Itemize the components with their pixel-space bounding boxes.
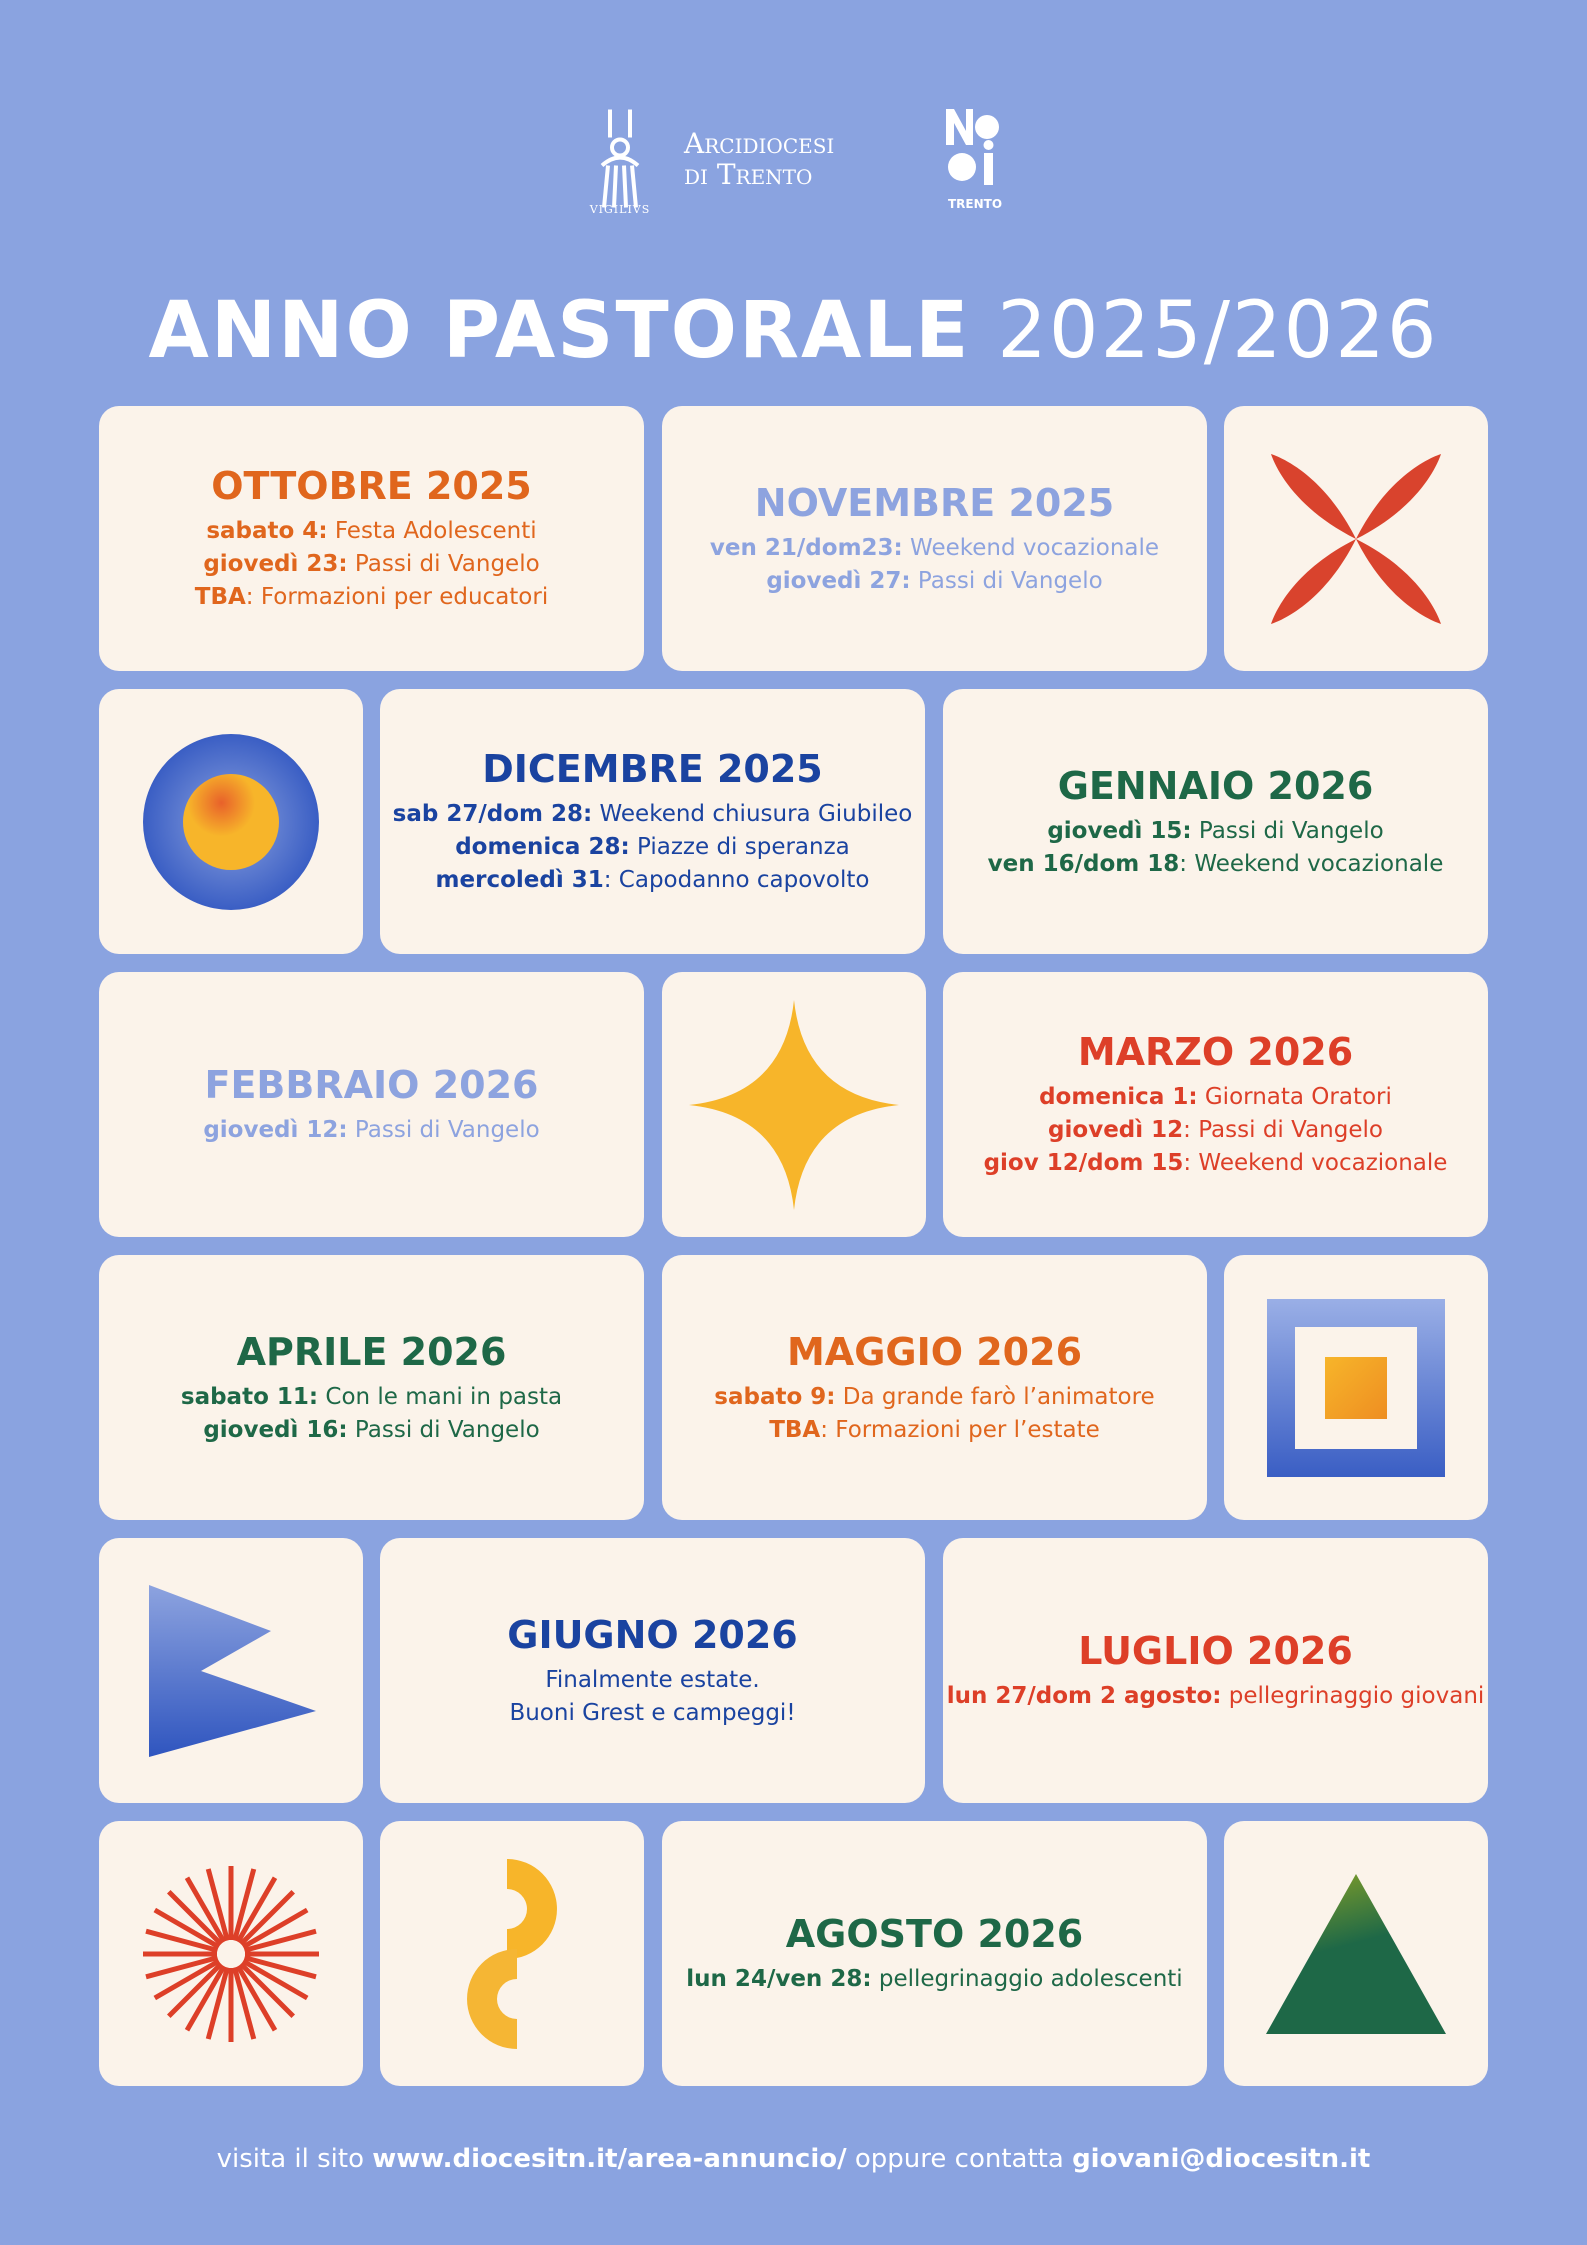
month-card-marzo	[943, 972, 1488, 1237]
sun-circle-icon	[141, 732, 321, 912]
month-card-giugno	[380, 1538, 925, 1803]
arrow-triangle-icon	[141, 1581, 321, 1761]
event-line: sabato 4: Festa Adolescenti	[206, 518, 537, 544]
event-line: TBA: Formazioni per educatori	[194, 584, 549, 610]
header	[0, 95, 1587, 225]
triangle-icon	[1261, 1869, 1451, 2039]
month-title: GIUGNO 2026	[507, 1612, 798, 1657]
month-title: DICEMBRE 2025	[482, 747, 823, 791]
month-title: MARZO 2026	[1077, 1030, 1354, 1074]
decor-card	[99, 689, 363, 954]
decor-card	[1224, 1255, 1488, 1520]
month-card-dicembre	[380, 689, 925, 954]
sunburst-icon	[141, 1864, 321, 2044]
event-line: lun 27/dom 2 agosto: pellegrinaggio giovani	[946, 1683, 1485, 1709]
month-title: LUGLIO 2026	[1078, 1629, 1353, 1673]
event-line: Buoni Grest e campeggi!	[509, 1699, 796, 1726]
event-line: domenica 28: Piazze di speranza	[455, 834, 850, 860]
month-title: FEBBRAIO 2026	[204, 1063, 539, 1107]
month-title: MAGGIO 2026	[786, 1329, 1083, 1374]
month-card-aprile	[99, 1255, 644, 1520]
month-title: OTTOBRE 2025	[211, 464, 532, 508]
nested-square-icon	[1267, 1299, 1445, 1477]
month-card-gennaio	[943, 689, 1488, 954]
event-line: giovedì 12: Passi di Vangelo	[203, 1117, 540, 1143]
month-title: NOVEMBRE 2025	[754, 480, 1115, 525]
event-line: giov 12/dom 15: Weekend vocazionale	[983, 1150, 1448, 1176]
decor-card	[1224, 406, 1488, 671]
event-line: domenica 1: Giornata Oratori	[1039, 1084, 1392, 1110]
event-line: giovedì 16: Passi di Vangelo	[203, 1416, 540, 1443]
month-card-maggio	[662, 1255, 1207, 1520]
noi-label: TRENTO	[947, 197, 1003, 211]
title-years: 2025/2026	[997, 286, 1439, 376]
event-line: ven 16/dom 18: Weekend vocazionale	[987, 850, 1444, 877]
event-line: giovedì 27: Passi di Vangelo	[766, 567, 1103, 594]
event-line: mercoledì 31: Capodanno capovolto	[435, 867, 870, 893]
month-title: APRILE 2026	[236, 1329, 507, 1374]
four-point-star-icon	[689, 1000, 899, 1210]
title-bold: ANNO PASTORALE	[148, 286, 971, 376]
event-line: ven 21/dom23: Weekend vocazionale	[709, 534, 1160, 561]
event-line: sabato 9: Da grande farò l’animatore	[714, 1383, 1155, 1410]
event-line: sabato 11: Con le mani in pasta	[180, 1383, 563, 1410]
interlocking-c-icon	[437, 1854, 587, 2054]
site-link[interactable]: www.diocesitn.it/area-annuncio/	[372, 2144, 847, 2174]
decor-card	[380, 1821, 644, 2086]
vigilius-label: VIGILIVS	[589, 203, 651, 216]
event-line: giovedì 23: Passi di Vangelo	[203, 551, 540, 577]
org-name: Arcidiocesi di Trento	[684, 127, 835, 191]
month-card-ottobre	[99, 406, 644, 671]
decor-card	[1224, 1821, 1488, 2086]
event-line: Finalmente estate.	[545, 1666, 760, 1693]
event-line: giovedì 12: Passi di Vangelo	[1048, 1117, 1383, 1143]
event-line: giovedì 15: Passi di Vangelo	[1047, 817, 1384, 844]
page-title	[0, 283, 1587, 379]
month-card-agosto	[662, 1821, 1207, 2086]
month-card-novembre	[662, 406, 1207, 671]
email-link[interactable]: giovani@diocesitn.it	[1072, 2144, 1371, 2174]
month-card-luglio	[943, 1538, 1488, 1803]
petal-flower-icon	[1266, 449, 1446, 629]
event-line: lun 24/ven 28: pellegrinaggio adolescenti	[686, 1966, 1183, 1992]
footer: visita il sito www.diocesitn.it/area-annuncio/ oppure contatta giovani@diocesitn.it	[216, 2144, 1371, 2174]
event-line: TBA: Formazioni per l’estate	[769, 1416, 1100, 1443]
decor-card	[662, 972, 926, 1237]
event-line: sab 27/dom 28: Weekend chiusura Giubileo	[392, 801, 913, 827]
month-title: GENNAIO 2026	[1057, 763, 1374, 808]
decor-card	[99, 1821, 363, 2086]
month-card-febbraio	[99, 972, 644, 1237]
month-title: AGOSTO 2026	[785, 1912, 1084, 1956]
decor-card	[99, 1538, 363, 1803]
